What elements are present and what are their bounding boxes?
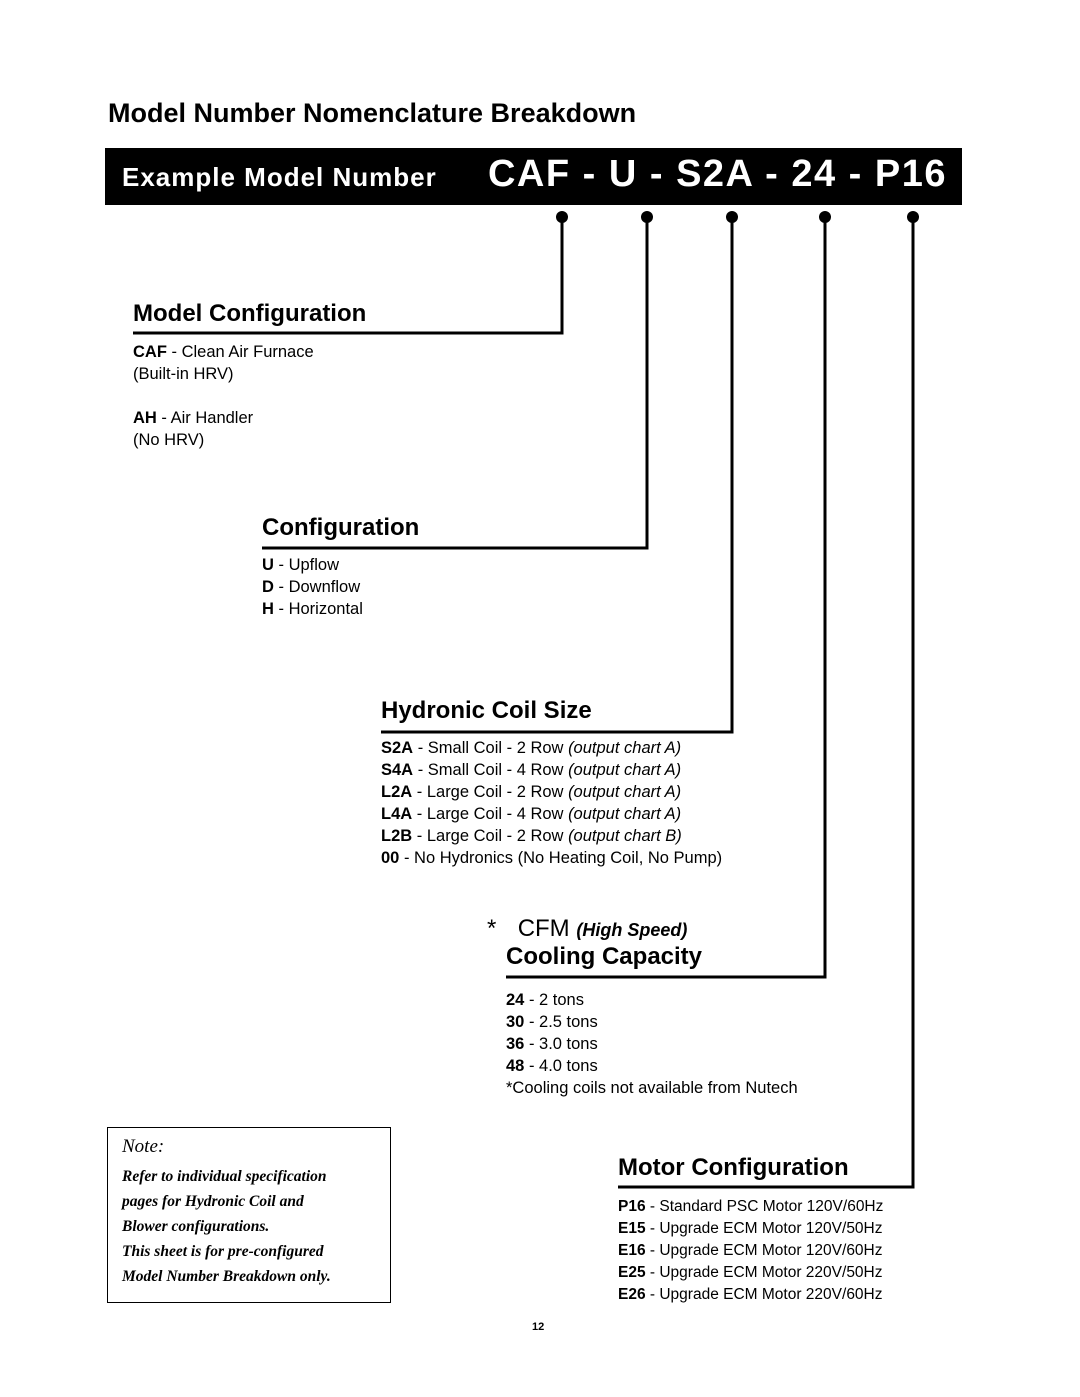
hydronic-title: Hydronic Coil Size <box>381 697 592 724</box>
motor-title: Motor Configuration <box>618 1154 849 1181</box>
list-item: H - Horizontal <box>262 600 363 618</box>
list-item: E25 - Upgrade ECM Motor 220V/50Hz <box>618 1264 883 1281</box>
list-item: S4A - Small Coil - 4 Row (output chart A) <box>381 761 682 779</box>
note-line: pages for Hydronic Coil and <box>122 1193 304 1210</box>
cooling-footnote: *Cooling coils not available from Nutech <box>506 1079 798 1097</box>
note-line: This sheet is for pre-configured <box>122 1243 324 1260</box>
hydronic-items <box>381 737 722 869</box>
list-item: 00 - No Hydronics (No Heating Coil, No Pump) <box>381 849 723 867</box>
list-item: E16 - Upgrade ECM Motor 120V/60Hz <box>618 1242 883 1259</box>
banner-label: Example Model Number <box>122 162 437 192</box>
asterisk: * <box>487 915 497 942</box>
list-item: (Built-in HRV) <box>133 365 234 383</box>
list-item: AH - Air Handler <box>133 409 254 427</box>
connector-line-hydronic <box>381 217 732 732</box>
cooling-title: Cooling Capacity <box>506 943 703 970</box>
note-line: Model Number Breakdown only. <box>122 1268 331 1285</box>
page-number: 12 <box>532 1321 545 1333</box>
configuration-title: Configuration <box>262 514 420 541</box>
model-config-items <box>133 341 314 451</box>
banner-model-number: CAF - U - S2A - 24 - P16 <box>487 153 947 195</box>
cooling-items <box>506 989 798 1099</box>
list-item: S2A - Small Coil - 2 Row (output chart A) <box>381 739 682 757</box>
motor-items <box>618 1196 883 1306</box>
note-line: Blower configurations. <box>122 1218 270 1235</box>
note-line: Refer to individual specification <box>122 1168 327 1185</box>
list-item: 24 - 2 tons <box>506 991 584 1009</box>
model-config-title: Model Configuration <box>133 300 367 327</box>
list-item: 48 - 4.0 tons <box>506 1057 598 1075</box>
list-item: (No HRV) <box>133 431 205 449</box>
list-item: P16 - Standard PSC Motor 120V/60Hz <box>618 1198 884 1215</box>
configuration-items <box>262 554 363 620</box>
list-item: L2A - Large Coil - 2 Row (output chart A) <box>381 783 682 801</box>
page-title: Model Number Nomenclature Breakdown <box>108 98 637 128</box>
list-item: D - Downflow <box>262 578 361 596</box>
note-box <box>107 1127 391 1303</box>
list-item: U - Upflow <box>262 556 340 574</box>
list-item: E26 - Upgrade ECM Motor 220V/60Hz <box>618 1286 883 1303</box>
list-item: 30 - 2.5 tons <box>506 1013 598 1031</box>
note-title: Note: <box>122 1136 165 1157</box>
cfm-label: CFM <box>517 915 570 942</box>
cfm-note: (High Speed) <box>576 920 688 940</box>
cfm-heading <box>487 915 687 943</box>
list-item: 36 - 3.0 tons <box>506 1035 598 1053</box>
list-item: CAF - Clean Air Furnace <box>133 343 314 361</box>
list-item: L2B - Large Coil - 2 Row (output chart B) <box>381 827 682 845</box>
connector-line-configuration <box>262 217 647 548</box>
list-item: L4A - Large Coil - 4 Row (output chart A) <box>381 805 682 823</box>
list-item: E15 - Upgrade ECM Motor 120V/50Hz <box>618 1220 883 1237</box>
